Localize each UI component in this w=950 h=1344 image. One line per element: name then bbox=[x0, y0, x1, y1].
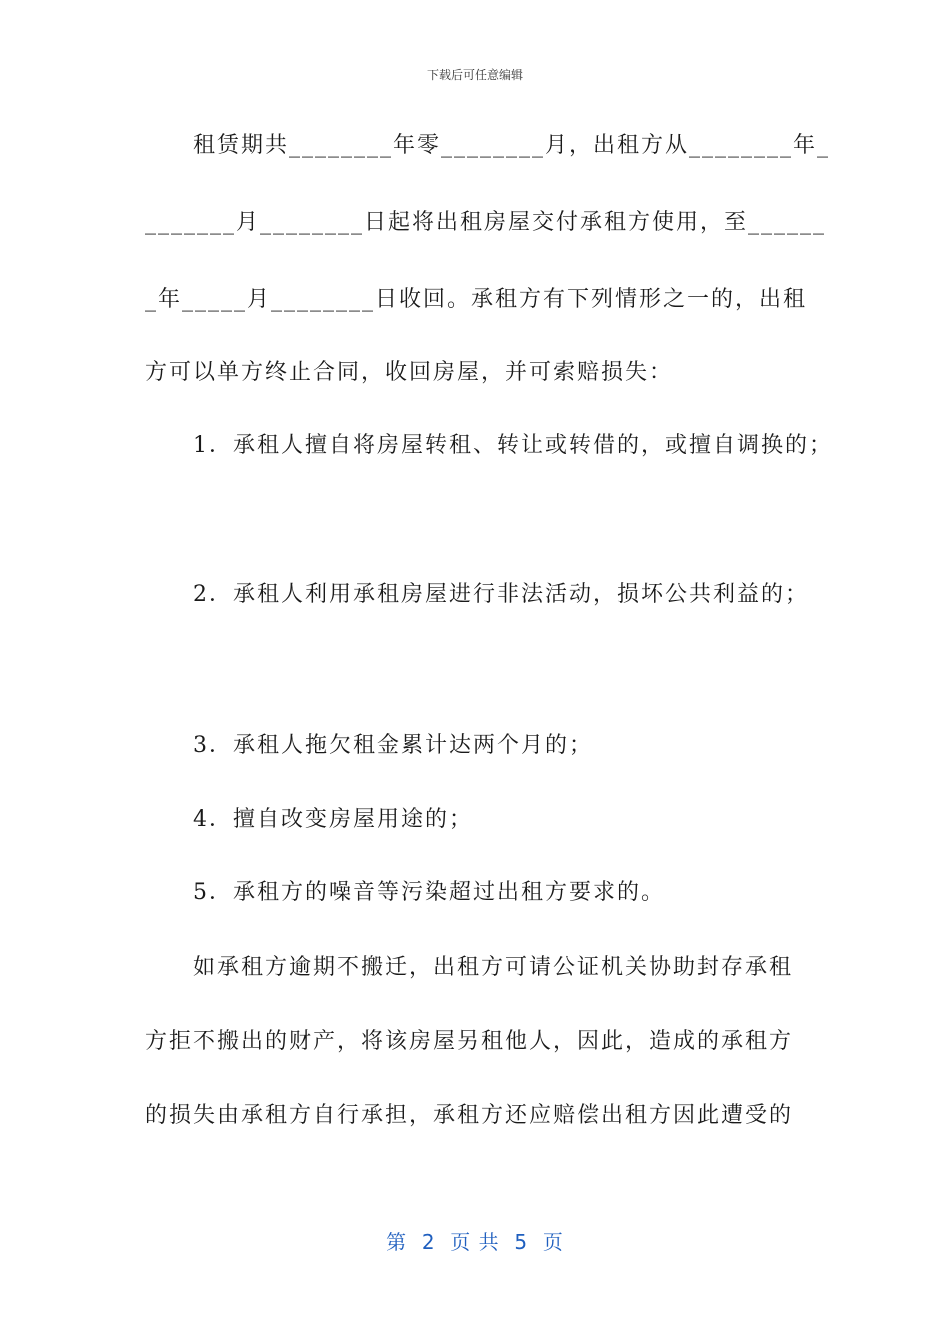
paragraph-line: 的损失由承租方自行承担，承租方还应赔偿出租方因此遭受的 bbox=[145, 1103, 794, 1128]
list-item: 2．承租人利用承租房屋进行非法活动，损坏公共利益的； bbox=[193, 582, 809, 607]
list-item: 3．承租人拖欠租金累计达两个月的； bbox=[193, 733, 593, 758]
paragraph-line: _______月________日起将出租房屋交付承租方使用，至______ bbox=[145, 210, 827, 235]
paragraph-line: _年_____月________日收回。承租方有下列情形之一的，出租 bbox=[145, 287, 808, 312]
page-header-note: 下载后可任意编辑 bbox=[426, 68, 523, 82]
paragraph-line: 方拒不搬出的财产，将该房屋另租他人，因此，造成的承租方 bbox=[145, 1029, 794, 1054]
paragraph-line: 如承租方逾期不搬迁，出租方可请公证机关协助封存承租 bbox=[193, 955, 794, 980]
page-number-footer: 第 2 页 共 5 页 bbox=[386, 1230, 564, 1254]
paragraph-line: 租赁期共________年零________月，出租方从________年_ bbox=[193, 133, 831, 158]
list-item: 4．擅自改变房屋用途的； bbox=[193, 807, 473, 832]
list-item: 1．承租人擅自将房屋转租、转让或转借的，或擅自调换的； bbox=[193, 433, 833, 458]
list-item: 5．承租方的噪音等污染超过出租方要求的。 bbox=[193, 880, 665, 905]
paragraph-line: 方可以单方终止合同，收回房屋，并可索赔损失： bbox=[145, 360, 674, 385]
